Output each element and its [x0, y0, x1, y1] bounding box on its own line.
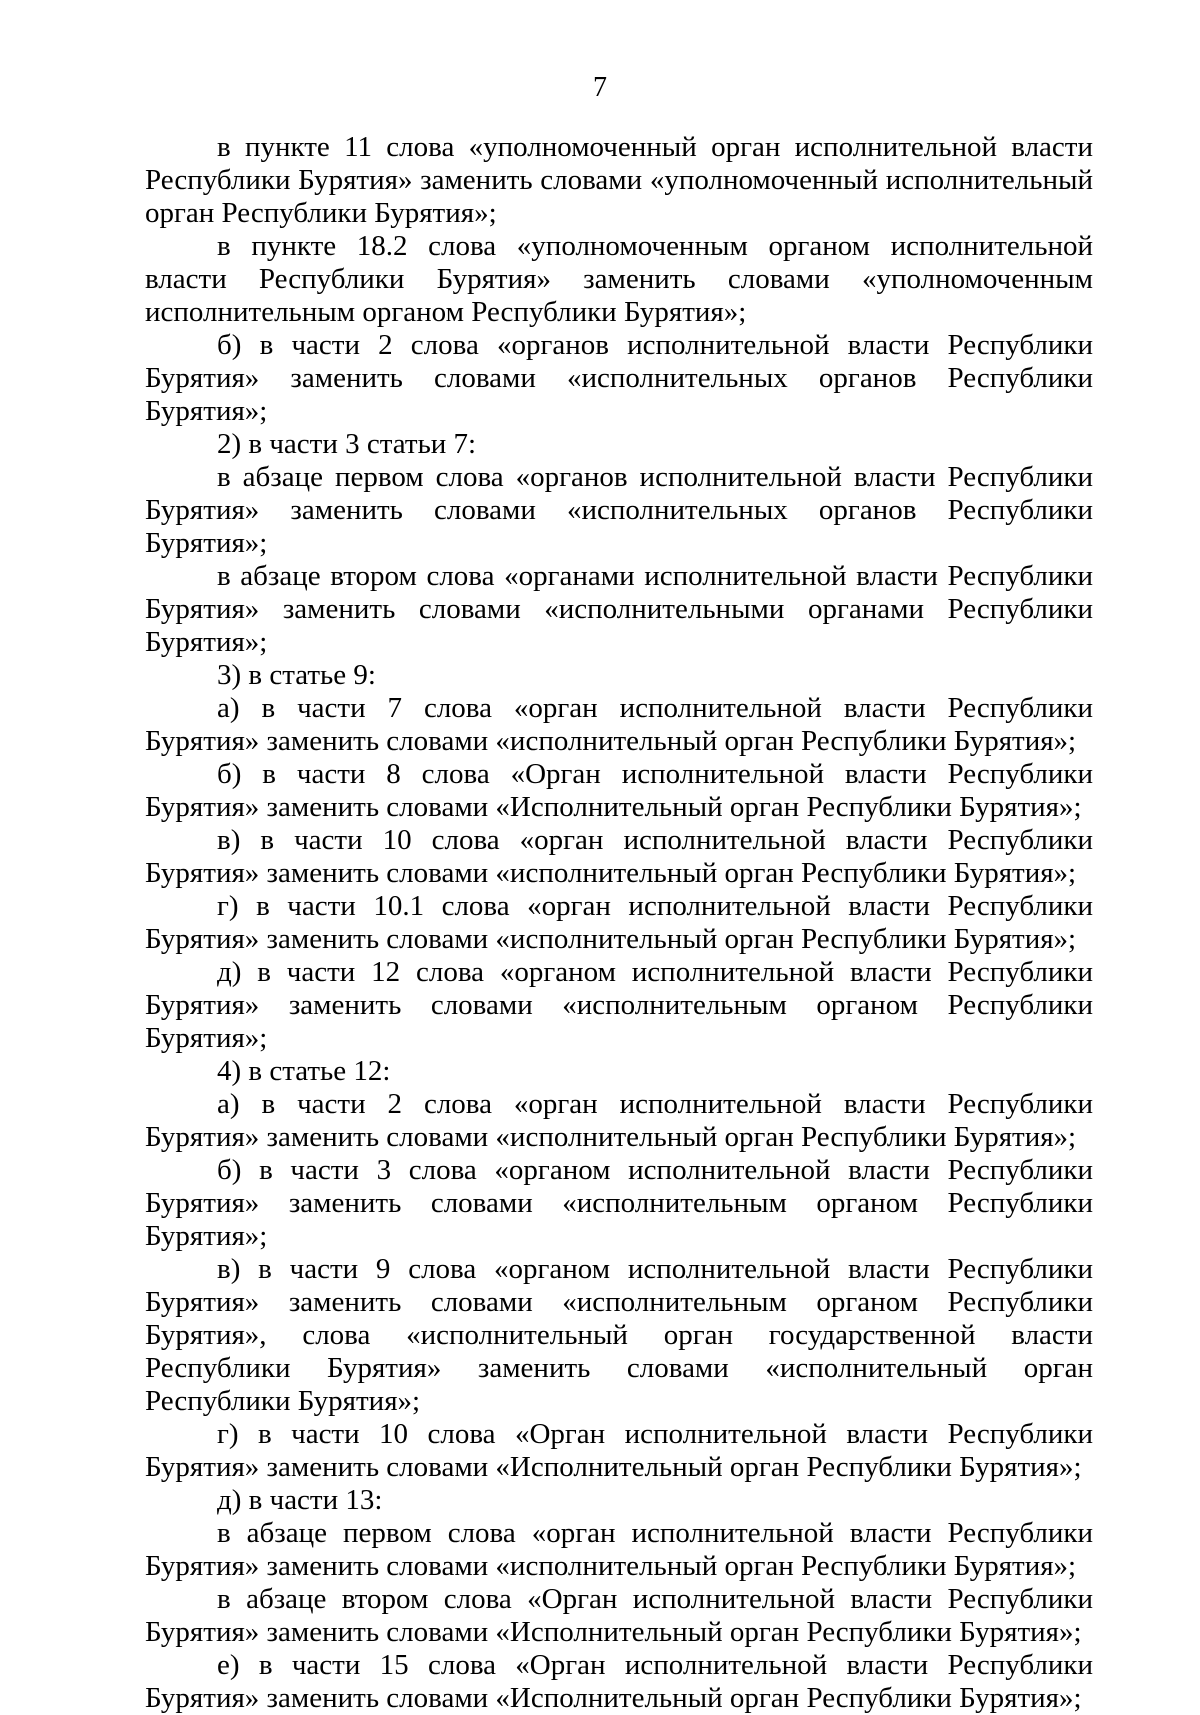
- paragraph: в) в части 10 слова «орган исполнительной власти Республики Бурятия» заменить словами «исполнительный орган Республики Бурятия»;: [145, 824, 1093, 889]
- paragraph: е) в части 15 слова «Орган исполнительной власти Республики Бурятия» заменить словами «Исполнительный орган Республики Бурятия»;: [145, 1649, 1093, 1714]
- paragraph: а) в части 2 слова «орган исполнительной власти Республики Бурятия» заменить словами «исполнительный орган Республики Бурятия»;: [145, 1088, 1093, 1153]
- document-body: [145, 131, 1093, 1715]
- paragraph: в абзаце втором слова «Орган исполнительной власти Республики Бурятия» заменить словами «Исполнительный орган Республики Бурятия»;: [145, 1583, 1093, 1648]
- paragraph: в) в части 9 слова «органом исполнительной власти Республики Бурятия» заменить словами «исполнительным органом Республики Бурятия», слова «исполнительный орган государственной власти Республики Бурятия» заменить словами «исполнительный орган Республики Бурятия»;: [145, 1253, 1093, 1417]
- paragraph: а) в части 7 слова «орган исполнительной власти Республики Бурятия» заменить словами «исполнительный орган Республики Бурятия»;: [145, 692, 1093, 757]
- paragraph: в абзаце первом слова «органов исполнительной власти Республики Бурятия» заменить словами «исполнительных органов Республики Бурятия»;: [145, 461, 1093, 559]
- page-number: 7: [593, 72, 607, 103]
- paragraph: 3) в статье 9:: [217, 659, 376, 691]
- paragraph: в абзаце первом слова «орган исполнительной власти Республики Бурятия» заменить словами «исполнительный орган Республики Бурятия»;: [145, 1517, 1093, 1582]
- paragraph: в абзаце втором слова «органами исполнительной власти Республики Бурятия» заменить словами «исполнительными органами Республики Бурятия»;: [145, 560, 1093, 658]
- paragraph: 4) в статье 12:: [217, 1055, 391, 1087]
- paragraph: в пункте 18.2 слова «уполномоченным органом исполнительной власти Республики Бурятия» заменить словами «уполномоченным исполнительным органом Республики Бурятия»;: [145, 230, 1093, 328]
- paragraph: б) в части 2 слова «органов исполнительной власти Республики Бурятия» заменить словами «исполнительных органов Республики Бурятия»;: [145, 329, 1093, 427]
- paragraph: д) в части 13:: [217, 1484, 383, 1516]
- paragraph: 2) в части 3 статьи 7:: [217, 428, 477, 460]
- paragraph: в пункте 11 слова «уполномоченный орган исполнительной власти Республики Бурятия» заменить словами «уполномоченный исполнительный орган Республики Бурятия»;: [145, 131, 1093, 229]
- paragraph: д) в части 12 слова «органом исполнительной власти Республики Бурятия» заменить словами «исполнительным органом Республики Бурятия»;: [145, 956, 1093, 1054]
- paragraph: б) в части 8 слова «Орган исполнительной власти Республики Бурятия» заменить словами «Исполнительный орган Республики Бурятия»;: [145, 758, 1093, 823]
- paragraph: г) в части 10.1 слова «орган исполнительной власти Республики Бурятия» заменить словами «исполнительный орган Республики Бурятия»;: [145, 890, 1093, 955]
- paragraph: г) в части 10 слова «Орган исполнительной власти Республики Бурятия» заменить словами «Исполнительный орган Республики Бурятия»;: [145, 1418, 1093, 1483]
- paragraph: б) в части 3 слова «органом исполнительной власти Республики Бурятия» заменить словами «исполнительным органом Республики Бурятия»;: [145, 1154, 1093, 1252]
